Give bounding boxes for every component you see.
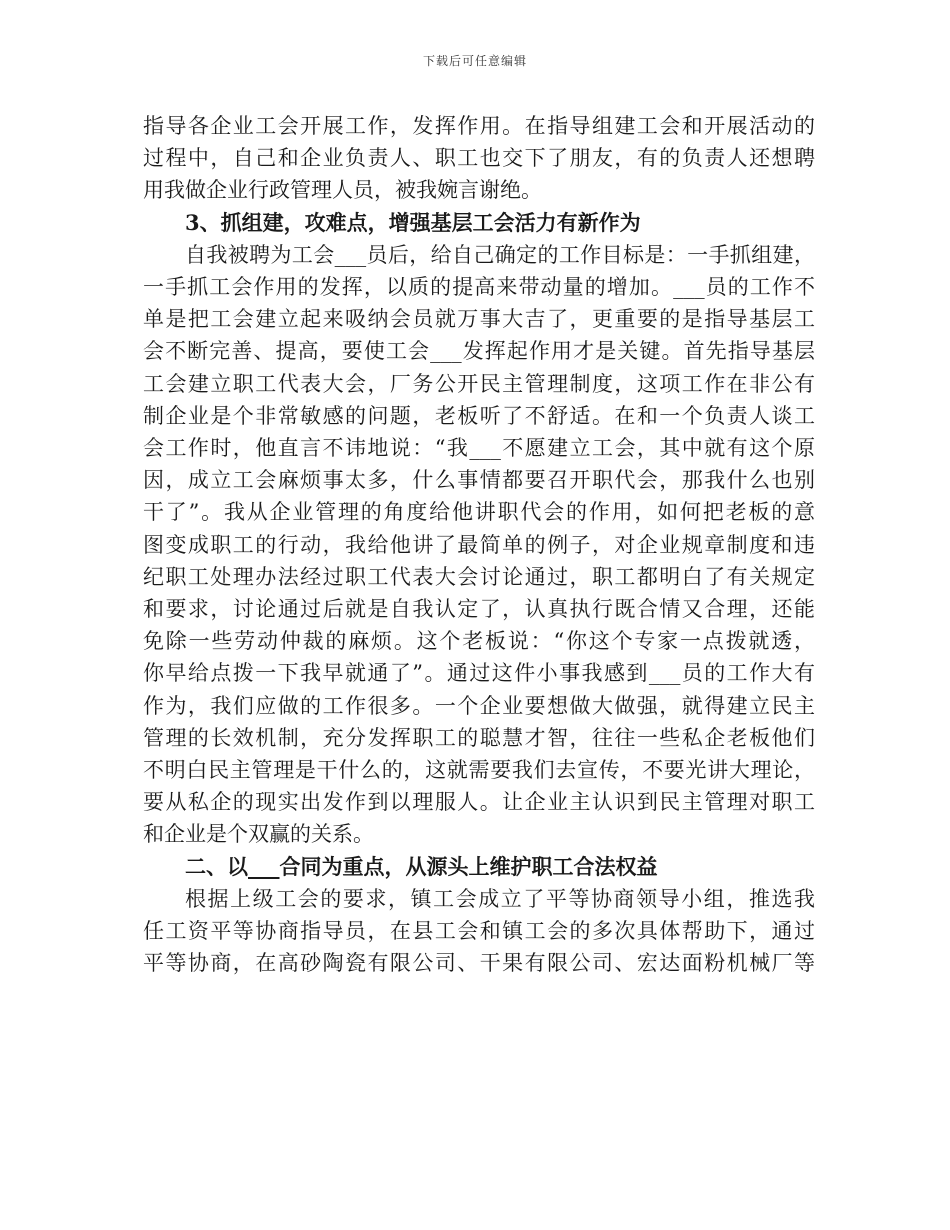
text-line: 你早给点拨一下我早就通了”。通过这件小事我感到___员的工作大有 <box>143 661 815 686</box>
text-line: 干了”。我从企业管理的角度给他讲职代会的作用，如何把老板的意 <box>143 500 815 525</box>
text-line: 和企业是个双赢的关系。 <box>143 822 374 847</box>
section-heading: 二、以___合同为重点，从源头上维护职工合法权益 <box>185 853 658 879</box>
page-header: 下载后可任意编辑 <box>422 54 527 68</box>
text-line: 自我被聘为工会___员后，给自己确定的工作目标是：一手抓组建， <box>185 242 815 267</box>
text-line: 管理的长效机制，充分发挥职工的聪慧才智，往往一些私企老板他们 <box>143 725 815 750</box>
text-line: 图变成职工的行动，我给他讲了最简单的例子，对企业规章制度和违 <box>143 532 815 557</box>
text-line: 根据上级工会的要求，镇工会成立了平等协商领导小组，推选我 <box>185 886 815 911</box>
text-line: 任工资平等协商指导员，在县工会和镇工会的多次具体帮助下，通过 <box>143 919 815 943</box>
text-line: 要从私企的现实出发作到以理服人。让企业主认识到民主管理对职工 <box>143 790 815 815</box>
text-line: 会工作时，他直言不讳地说：“我___不愿建立工会，其中就有这个原 <box>143 436 815 460</box>
text-line: 工会建立职工代表大会，厂务公开民主管理制度，这项工作在非公有 <box>143 371 815 396</box>
text-line: 一手抓工会作用的发挥，以质的提高来带动量的增加。___员的工作不 <box>143 275 815 299</box>
text-line: 用我做企业行政管理人员，被我婉言谢绝。 <box>143 178 542 203</box>
text-line: 指导各企业工会开展工作，发挥作用。在指导组建工会和开展活动的 <box>143 114 815 138</box>
text-line: 会不断完善、提高，要使工会___发挥起作用才是关键。首先指导基层 <box>143 339 815 364</box>
text-line: 制企业是个非常敏感的问题，老板听了不舒适。在和一个负责人谈工 <box>143 403 815 428</box>
text-line: 不明白民主管理是干什么的，这就需要我们去宣传，不要光讲大理论， <box>143 758 815 782</box>
text-line: 过程中，自己和企业负责人、职工也交下了朋友，有的负责人还想聘 <box>143 146 815 171</box>
text-line: 作为，我们应做的工作很多。一个企业要想做大做强，就得建立民主 <box>143 693 815 718</box>
text-line: 单是把工会建立起来吸纳会员就万事大吉了，更重要的是指导基层工 <box>143 307 815 332</box>
text-line: 平等协商，在高砂陶瓷有限公司、干果有限公司、宏达面粉机械厂等 <box>143 951 815 976</box>
section-heading: 3、抓组建，攻难点，增强基层工会活力有新作为 <box>185 209 641 235</box>
text-line: 纪职工处理办法经过职工代表大会讨论通过，职工都明白了有关规定 <box>143 564 815 589</box>
text-line: 免除一些劳动仲裁的麻烦。这个老板说：“你这个专家一点拨就透， <box>143 629 815 654</box>
text-line: 因，成立工会麻烦事太多，什么事情都要召开职代会，那我什么也别 <box>143 468 815 493</box>
text-line: 和要求，讨论通过后就是自我认定了，认真执行既合情又合理，还能 <box>143 597 815 621</box>
